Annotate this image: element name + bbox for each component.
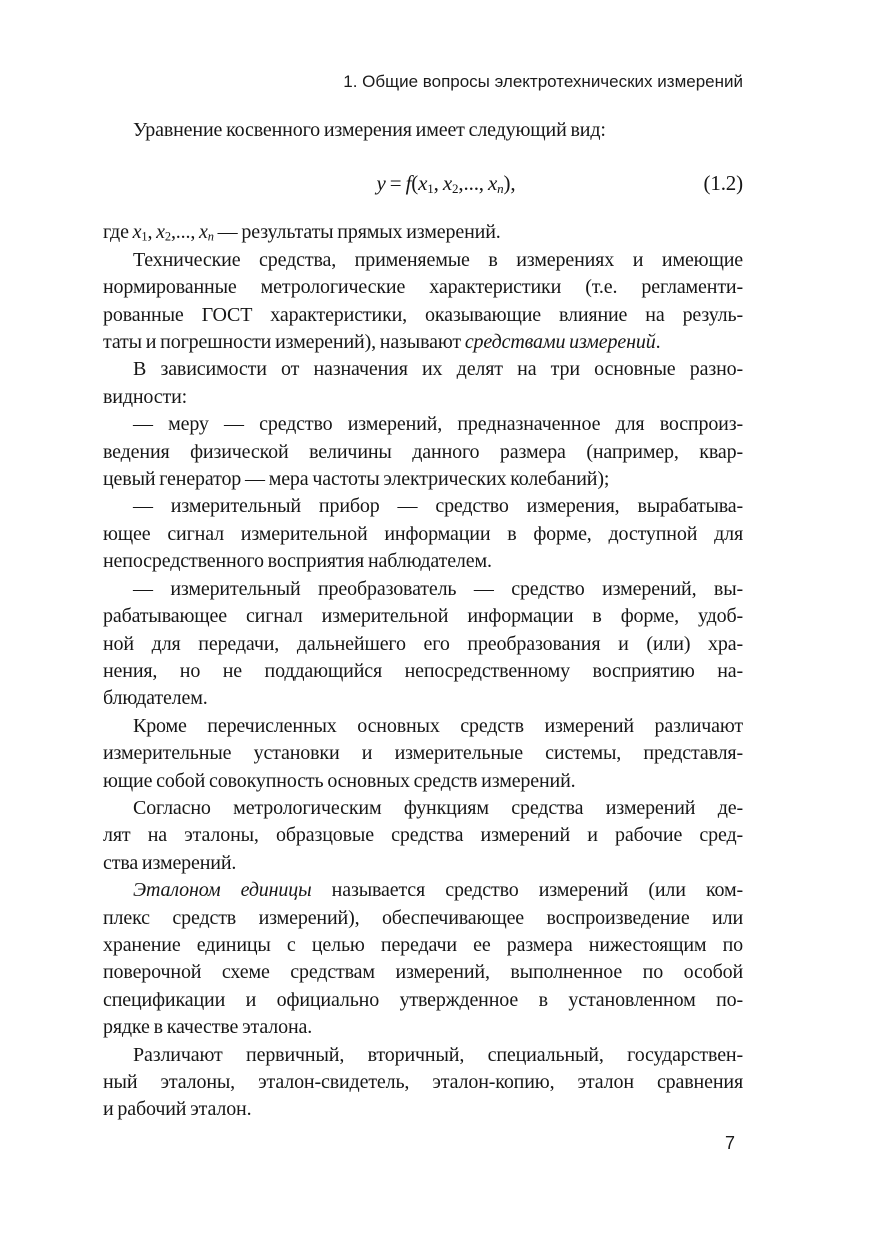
text-line: ющее сигнал измерительной информации в форме, доступной для [103,522,743,545]
text-line: спецификации и официально утвержденное в установленном по- [103,988,743,1011]
paragraph [103,219,743,246]
paragraph [103,877,743,1041]
text-line: Кроме перечисленных основных средств измерений различают [133,714,743,737]
text-line: ства измерений. [103,851,237,874]
text-line: нения, но не поддающийся непосредственному восприятию на- [103,659,743,682]
text-line: где $x_1$, $x_2$,..., $x_n$ — результаты прямых измерений. [103,221,501,245]
text-line: непосредственного восприятия наблюдателем. [103,550,492,573]
text-line: ный эталоны, эталон-свидетель, эталон-копию, эталон сравнения [103,1071,743,1093]
text-line: ющие собой совокупность основных средств измерений. [103,769,576,792]
text-line: Эталоном единицы называется средство измерений (или ком- [133,879,743,902]
equation-formula: $y = f(x_1$, $x_2$,..., $x_n$), [376,171,516,197]
text-line: — измерительный преобразователь — средство измерений, вы- [133,577,743,600]
text-line: рованные ГОСТ характеристики, оказывающие влияние на резуль- [103,303,743,326]
text-line: измерительные установки и измерительные системы, представля- [103,742,743,765]
text-line: нормированные метрологические характеристики (т.е. регламенти- [103,276,743,299]
text-line: ной для передачи, дальнейшего его преобразования и (или) хра- [103,632,743,655]
equation-number: (1.2) [703,171,743,196]
text-line: ведения физической величины данного размера (например, квар- [103,440,743,463]
paragraph [103,247,743,357]
text-body [103,117,743,1124]
text-line: хранение единицы с целью передачи ее размера нижестоящим по [103,933,743,956]
paragraph [103,713,743,795]
text-line: Различают первичный, вторичный, специальный, государствен- [133,1043,743,1066]
paragraph [103,1042,743,1124]
text-line: Технические средства, применяемые в измерениях и имеющие [133,248,743,271]
paragraph [103,493,743,575]
text-line: Согласно метрологическим функциям средства измерений де- [133,796,743,819]
text-line: В зависимости от назначения их делят на три основные разно- [133,358,743,381]
text-line: лят на эталоны, образцовые средства измерений и рабочие сред- [103,824,743,847]
text-line: Уравнение косвенного измерения имеет следующий вид: [133,119,606,141]
paragraph [103,795,743,877]
text-line: и рабочий эталон. [103,1098,252,1121]
text-line: цевый генератор — мера частоты электрических колебаний); [103,468,610,491]
text-line: видности: [103,385,188,408]
text-line: таты и погрешности измерений), называют средствами измерений. [103,331,661,354]
page-number: 7 [724,1133,735,1153]
paragraph [103,411,743,493]
equation-block [103,169,743,197]
text-line: поверочной схеме средствам измерений, выполненное по особой [103,961,743,984]
text-line: плекс средств измерений), обеспечивающее воспроизведение или [103,906,743,929]
text-line: блюдателем. [103,687,208,710]
paragraph [103,356,743,411]
paragraph [103,117,743,144]
running-header: 1. Общие вопросы электротехнических измерений [343,72,743,91]
text-line: рабатывающее сигнал измерительной информации в форме, удоб- [103,605,743,628]
text-line: рядке в качестве эталона. [103,1016,313,1039]
text-line: — меру — средство измерений, предназначенное для воспроиз- [133,413,743,436]
text-line: — измерительный прибор — средство измерения, вырабатыва- [133,495,743,518]
paragraph [103,576,743,713]
